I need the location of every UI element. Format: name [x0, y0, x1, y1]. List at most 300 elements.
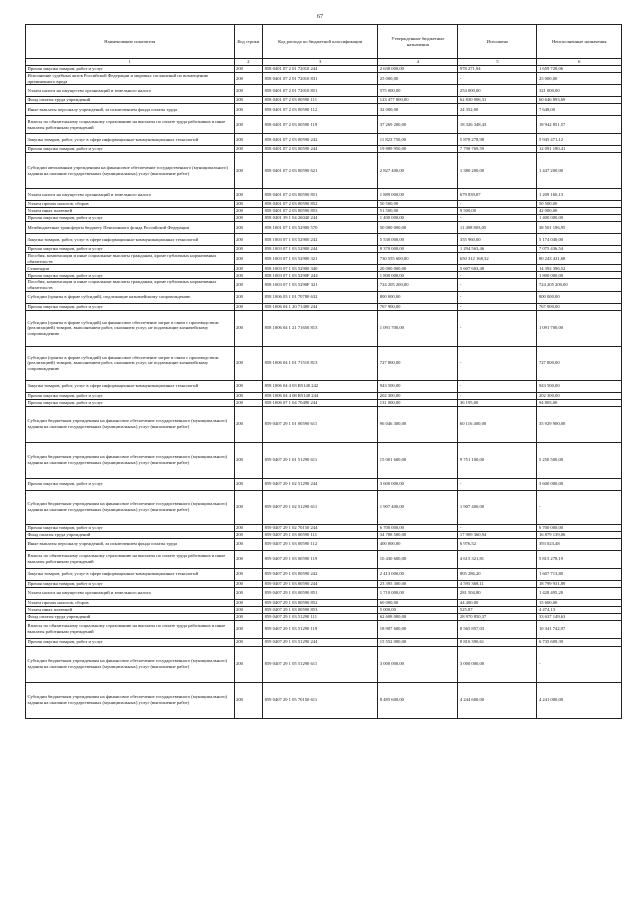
column-number: 2: [234, 59, 263, 66]
table-row: [26, 104, 622, 116]
table-row: [26, 253, 622, 265]
column-number: 4: [378, 59, 458, 66]
row-unexecuted: 33 637 149,63: [537, 613, 622, 620]
row-line-code: 200: [234, 442, 263, 478]
row-unexecuted: 800 000,00: [537, 291, 622, 303]
row-name: Стипендии: [26, 265, 235, 272]
row-name: Прочая закупка товаров, работ и услуг: [26, 303, 235, 310]
table-row: [26, 399, 622, 406]
row-approved: 15 001 600,00: [378, 442, 458, 478]
row-executed: 9 500,00: [458, 208, 537, 215]
column-number-row: [26, 59, 622, 66]
row-approved: 32 000,00: [378, 104, 458, 116]
row-line-code: 200: [234, 265, 263, 272]
row-executed: -: [458, 291, 537, 303]
row-line-code: 200: [234, 613, 263, 620]
table-row: [26, 85, 622, 97]
row-approved: 62 608 000,00: [378, 613, 458, 620]
row-unexecuted: 5 815 278,19: [537, 550, 622, 568]
row-name: Субсидии автономным учреждениям на финансовое обеспечение государственного (муниципального) задания на оказание государственных (муниципальных) услуг (выполнение работ): [26, 153, 235, 189]
table-row: [26, 568, 622, 580]
table-row: [26, 490, 622, 524]
row-executed: 355 960,00: [458, 234, 537, 246]
row-executed: 1 907 400,00: [458, 490, 537, 524]
row-budget-code: 858 0401 39 1 04 26040 244: [263, 215, 378, 222]
row-executed: 679 839,87: [458, 189, 537, 201]
row-approved: 34 788 500,00: [378, 531, 458, 538]
row-budget-code: 859 0407 29 1 03 00590 853: [263, 606, 378, 613]
row-unexecuted: 42 000,00: [537, 208, 622, 215]
row-executed: 8 565 857,03: [458, 620, 537, 638]
row-approved: 15 552 000,00: [378, 638, 458, 646]
row-approved: 2 638 000,00: [378, 66, 458, 73]
row-unexecuted: 35 929 900,00: [537, 406, 622, 442]
row-approved: 10 430 600,00: [378, 550, 458, 568]
table-row: [26, 303, 622, 310]
row-executed: -: [458, 524, 537, 531]
table-row: [26, 222, 622, 234]
row-name: Прочая закупка товаров, работ и услуг: [26, 638, 235, 646]
row-line-code: 200: [234, 490, 263, 524]
row-line-code: 200: [234, 291, 263, 303]
row-budget-code: 859 0407 29 1 03 00590 851: [263, 587, 378, 599]
table-body: [26, 66, 622, 719]
row-unexecuted: 202 300,00: [537, 392, 622, 399]
table-row: [26, 524, 622, 531]
table-row: [26, 310, 622, 346]
row-unexecuted: 7 075 436,54: [537, 246, 622, 253]
row-unexecuted: 38 501 196,95: [537, 222, 622, 234]
row-line-code: 200: [234, 587, 263, 599]
table-row: [26, 265, 622, 272]
row-budget-code: 859 0407 29 1 01 51290 611: [263, 442, 378, 478]
row-unexecuted: 5 250 500,00: [537, 442, 622, 478]
row-budget-code: 858 0401 07 2 03 00590 119: [263, 116, 378, 134]
row-line-code: 200: [234, 580, 263, 587]
row-line-code: 200: [234, 279, 263, 291]
row-approved: 767 900,00: [378, 303, 458, 310]
row-line-code: 200: [234, 85, 263, 97]
row-line-code: 200: [234, 620, 263, 638]
row-unexecuted: 16 879 139,06: [537, 531, 622, 538]
row-budget-code: 859 0407 29 1 05 51290 611: [263, 646, 378, 682]
row-unexecuted: 1 428 495,20: [537, 587, 622, 599]
row-approved: 19 889 950,00: [378, 146, 458, 153]
row-unexecuted: 6 735 609,39: [537, 638, 622, 646]
row-line-code: 200: [234, 201, 263, 208]
row-approved: 123 477 800,00: [378, 97, 458, 104]
row-approved: 20 000 000,00: [378, 265, 458, 272]
row-executed: 6 976,52: [458, 538, 537, 550]
row-name: Фонд оплаты труда учреждений: [26, 613, 235, 620]
row-budget-code: 858 0401 07 2 03 00590 242: [263, 134, 378, 146]
row-executed: 805 286,20: [458, 568, 537, 580]
row-name: Иные выплаты персоналу учреждений, за исключением фонда оплаты труда: [26, 104, 235, 116]
row-budget-code: 858 1006 04 1 21 71650 813: [263, 310, 378, 346]
row-budget-code: 859 0407 29 1 03 51290 244: [263, 638, 378, 646]
row-approved: 202 300,00: [378, 392, 458, 399]
row-name: Субсидии (гранты в форме субсидий) на финансовое обеспечение затрат в связи с производством (реализацией) товаров, выполнением работ, оказанием услуг, не подлежащие казначейскому сопровождению: [26, 346, 235, 380]
row-line-code: 200: [234, 399, 263, 406]
row-name: Уплата налога на имущество организаций и земельного налога: [26, 85, 235, 97]
row-approved: 800 000,00: [378, 291, 458, 303]
row-budget-code: 858 1006 04 1 01 71510 813: [263, 346, 378, 380]
table-row: [26, 380, 622, 392]
row-executed: 28 970 850,37: [458, 613, 537, 620]
row-unexecuted: 1 659 728,06: [537, 66, 622, 73]
row-name: Взносы по обязательному социальному страхованию на выплаты по оплате труда работников и иные выплаты работникам учреждений: [26, 116, 235, 134]
row-unexecuted: 80 243 431,68: [537, 253, 622, 265]
row-budget-code: 859 0407 29 1 03 00590 244: [263, 580, 378, 587]
row-line-code: 200: [234, 272, 263, 279]
row-line-code: 200: [234, 116, 263, 134]
table-row: [26, 201, 622, 208]
row-name: Прочая закупка товаров, работ и услуг: [26, 580, 235, 587]
row-line-code: 200: [234, 638, 263, 646]
row-line-code: 200: [234, 478, 263, 490]
row-executed: -: [458, 215, 537, 222]
row-approved: 6 700 000,00: [378, 524, 458, 531]
row-budget-code: 859 0407 29 1 03 00590 111: [263, 531, 378, 538]
row-line-code: 200: [234, 310, 263, 346]
row-budget-code: 858 1003 07 1 03 5290F 244: [263, 272, 378, 279]
row-budget-code: 858 1006 04 4 08 R5140 244: [263, 392, 378, 399]
row-approved: 3 000 000,00: [378, 646, 458, 682]
table-row: [26, 208, 622, 215]
page-number: 67: [317, 14, 323, 20]
row-unexecuted: 7 648,00: [537, 104, 622, 116]
table-row: [26, 272, 622, 279]
row-unexecuted: 18 942 851,57: [537, 116, 622, 134]
row-name: Прочая закупка товаров, работ и услуг: [26, 399, 235, 406]
row-line-code: 200: [234, 538, 263, 550]
row-budget-code: 858 0401 07 2 03 00590 621: [263, 153, 378, 189]
row-approved: 2 827 400,00: [378, 153, 458, 189]
row-budget-code: 858 1003 07 1 03 52900 321: [263, 253, 378, 265]
row-line-code: 200: [234, 606, 263, 613]
row-unexecuted: 5 174 040,00: [537, 234, 622, 246]
row-name: Исполнение судебных актов Российской Федерации и мировых соглашений по возмещению причиненного вреда: [26, 73, 235, 85]
row-unexecuted: 321 000,00: [537, 85, 622, 97]
row-budget-code: 858 0401 07 2 03 00590 111: [263, 97, 378, 104]
row-approved: 730 555 600,00: [378, 253, 458, 265]
row-unexecuted: 5 945 471,12: [537, 134, 622, 146]
row-unexecuted: 1 447 200,00: [537, 153, 622, 189]
row-unexecuted: 3 600 000,00: [537, 478, 622, 490]
row-line-code: 200: [234, 568, 263, 580]
row-name: Уплата прочих налогов, сборов: [26, 599, 235, 606]
row-executed: 9 751 100,00: [458, 442, 537, 478]
column-number: 6: [537, 59, 622, 66]
row-executed: 4 615 321,81: [458, 550, 537, 568]
row-name: Субсидии бюджетным учреждениям на финансовое обеспечение государственного (муниципального) задания на оказание государственных (муниципальных) услуг (выполнение работ): [26, 646, 235, 682]
row-budget-code: 858 1001 07 1 03 52900 570: [263, 222, 378, 234]
table-row: [26, 606, 622, 613]
row-budget-code: 859 0407 29 1 01 00590 611: [263, 406, 378, 442]
row-executed: -: [458, 346, 537, 380]
row-line-code: 200: [234, 215, 263, 222]
row-executed: 5 607 603,48: [458, 265, 537, 272]
row-executed: 36 195,00: [458, 399, 537, 406]
table-row: [26, 646, 622, 682]
row-line-code: 200: [234, 146, 263, 153]
header-budget-code: Код расхода по бюджетной классификации: [263, 25, 378, 59]
row-line-code: 200: [234, 73, 263, 85]
row-line-code: 200: [234, 134, 263, 146]
row-executed: -: [458, 392, 537, 399]
column-number: 5: [458, 59, 537, 66]
row-name: Уплата иных платежей: [26, 606, 235, 613]
table-row: [26, 73, 622, 85]
row-executed: 978 271,94: [458, 66, 537, 73]
row-executed: -: [458, 380, 537, 392]
row-name: Прочая закупка товаров, работ и услуг: [26, 246, 235, 253]
row-executed: 1 294 563,46: [458, 246, 537, 253]
row-budget-code: 859 0407 29 1 03 00590 112: [263, 538, 378, 550]
row-line-code: 200: [234, 104, 263, 116]
row-approved: 5 530 000,00: [378, 234, 458, 246]
row-name: Субсидии бюджетным учреждениям на финансовое обеспечение государственного (муниципального) задания на оказание государственных (муниципальных) услуг (выполнение работ): [26, 490, 235, 524]
row-name: Закупка товаров, работ, услуг в сфере информационно-коммуникационных технологий: [26, 134, 235, 146]
table-row: [26, 550, 622, 568]
row-budget-code: 859 0407 29 1 05 70150 611: [263, 682, 378, 718]
table-row: [26, 134, 622, 146]
row-unexecuted: 94 805,00: [537, 399, 622, 406]
row-name: Уплата налога на имущество организаций и земельного налога: [26, 587, 235, 599]
table-row: [26, 613, 622, 620]
row-line-code: 200: [234, 646, 263, 682]
row-budget-code: 858 1003 07 1 03 5290F 321: [263, 279, 378, 291]
row-unexecuted: 1 607 713,80: [537, 568, 622, 580]
row-name: Прочая закупка товаров, работ и услуг: [26, 66, 235, 73]
row-line-code: 200: [234, 66, 263, 73]
row-executed: 4 244 600,00: [458, 682, 537, 718]
table-row: [26, 153, 622, 189]
row-budget-code: 858 1006 03 1 01 70780 632: [263, 291, 378, 303]
row-name: Взносы по обязательному социальному страхованию на выплаты по оплате труда работников и иные выплаты работникам учреждений: [26, 620, 235, 638]
row-line-code: 200: [234, 524, 263, 531]
row-line-code: 200: [234, 222, 263, 234]
row-line-code: 200: [234, 97, 263, 104]
table-row: [26, 580, 622, 587]
row-budget-code: 858 0401 07 2 03 00590 852: [263, 201, 378, 208]
row-approved: 3 600 000,00: [378, 478, 458, 490]
table-row: [26, 66, 622, 73]
row-name: Взносы по обязательному социальному страхованию на выплаты по оплате труда работников и иные выплаты работникам учреждений: [26, 550, 235, 568]
row-approved: 8 485 600,00: [378, 682, 458, 718]
row-unexecuted: 724 205 200,00: [537, 279, 622, 291]
row-budget-code: 858 0401 07 2 03 00590 244: [263, 146, 378, 153]
row-executed: -: [458, 73, 537, 85]
table-row: [26, 246, 622, 253]
row-approved: 1 091 700,00: [378, 310, 458, 346]
row-name: Уплата налога на имущество организаций и земельного налога: [26, 189, 235, 201]
header-row: [26, 25, 622, 59]
row-unexecuted: -: [537, 490, 622, 524]
row-executed: 44 400,00: [458, 599, 537, 606]
row-executed: 11 498 803,05: [458, 222, 537, 234]
row-approved: 50 500,00: [378, 201, 458, 208]
row-line-code: 200: [234, 406, 263, 442]
row-budget-code: 858 0401 07 2 03 00590 112: [263, 104, 378, 116]
row-budget-code: 858 1003 07 1 03 52900 244: [263, 246, 378, 253]
row-budget-code: 858 1006 07 1 04 70490 244: [263, 399, 378, 406]
row-budget-code: 859 0407 29 1 02 51290 244: [263, 478, 378, 490]
row-name: Фонд оплаты труда учреждений: [26, 97, 235, 104]
table-row: [26, 189, 622, 201]
table-row: [26, 538, 622, 550]
table-row: [26, 478, 622, 490]
row-executed: 24 352,00: [458, 104, 537, 116]
row-approved: 1 400 000,00: [378, 215, 458, 222]
row-name: Субсидии бюджетным учреждениям на финансовое обеспечение государственного (муниципального) задания на оказание государственных (муниципальных) услуг (выполнение работ): [26, 682, 235, 718]
row-budget-code: 859 0407 29 1 03 00590 119: [263, 550, 378, 568]
row-executed: 8 816 390,61: [458, 638, 537, 646]
row-unexecuted: 60 646 893,69: [537, 97, 622, 104]
row-executed: 62 830 906,31: [458, 97, 537, 104]
table-row: [26, 406, 622, 442]
row-approved: 37 269 200,00: [378, 116, 458, 134]
row-unexecuted: 4 474,13: [537, 606, 622, 613]
row-budget-code: 858 0401 07 2 03 00590 851: [263, 189, 378, 201]
row-name: Уплата прочих налогов, сборов: [26, 201, 235, 208]
row-name: Прочая закупка товаров, работ и услуг: [26, 272, 235, 279]
row-budget-code: 858 1003 07 1 03 52900 242: [263, 234, 378, 246]
row-approved: 400 000,00: [378, 538, 458, 550]
row-unexecuted: 10 341 742,97: [537, 620, 622, 638]
table-row: [26, 531, 622, 538]
row-name: Субсидии бюджетным учреждениям на финансовое обеспечение государственного (муниципального) задания на оказание государственных (муниципальных) услуг (выполнение работ): [26, 442, 235, 478]
header-unexecuted: Неисполненные назначения: [537, 25, 622, 59]
row-approved: 25 000,00: [378, 73, 458, 85]
row-budget-code: 859 0407 29 1 03 51290 119: [263, 620, 378, 638]
row-name: Закупка товаров, работ, услуг в сфере информационно-коммуникационных технологий: [26, 568, 235, 580]
column-number: 1: [26, 59, 235, 66]
table-row: [26, 599, 622, 606]
table-row: [26, 442, 622, 478]
row-approved: 1 889 000,00: [378, 189, 458, 201]
table-row: [26, 346, 622, 380]
row-executed: -: [458, 303, 537, 310]
row-unexecuted: 943 500,00: [537, 380, 622, 392]
row-line-code: 200: [234, 531, 263, 538]
row-line-code: 200: [234, 599, 263, 606]
row-name: Прочая закупка товаров, работ и услуг: [26, 146, 235, 153]
row-name: Пособия, компенсации и иные социальные выплаты гражданам, кроме публичных нормативных обязательств: [26, 253, 235, 265]
row-executed: 17 909 360,94: [458, 531, 537, 538]
row-unexecuted: 393 023,48: [537, 538, 622, 550]
column-number: 3: [263, 59, 378, 66]
row-executed: -: [458, 201, 537, 208]
table-row: [26, 638, 622, 646]
row-line-code: 200: [234, 380, 263, 392]
row-executed: 3 000 000,00: [458, 646, 537, 682]
row-name: Субсидии (гранты в форме субсидий) на финансовое обеспечение затрат в связи с производством (реализацией) товаров, выполнением работ, оказанием услуг, не подлежащие казначейскому сопровождению: [26, 310, 235, 346]
row-executed: 4 595 368,11: [458, 580, 537, 587]
row-executed: 18 326 348,43: [458, 116, 537, 134]
row-unexecuted: 15 600,00: [537, 599, 622, 606]
row-executed: 254 000,00: [458, 85, 537, 97]
row-budget-code: 859 0407 29 1 02 70150 244: [263, 524, 378, 531]
row-line-code: 200: [234, 346, 263, 380]
row-line-code: 200: [234, 550, 263, 568]
row-name: Закупка товаров, работ, услуг в сфере информационно-коммуникационных технологий: [26, 234, 235, 246]
row-unexecuted: 12 091 180,41: [537, 146, 622, 153]
row-name: Прочая закупка товаров, работ и услуг: [26, 392, 235, 399]
row-approved: 96 046 300,00: [378, 406, 458, 442]
header-executed: Исполнено: [458, 25, 537, 59]
row-budget-code: 858 0401 07 2 01 72010 831: [263, 73, 378, 85]
row-budget-code: 859 0407 29 1 03 00590 852: [263, 599, 378, 606]
row-executed: 1 380 200,00: [458, 153, 537, 189]
row-line-code: 200: [234, 208, 263, 215]
row-unexecuted: 4 241 000,00: [537, 682, 622, 718]
row-line-code: 200: [234, 253, 263, 265]
table-row: [26, 620, 622, 638]
row-executed: -: [458, 279, 537, 291]
row-approved: 727 800,00: [378, 346, 458, 380]
row-line-code: 200: [234, 303, 263, 310]
row-approved: 50 000 000,00: [378, 222, 458, 234]
row-unexecuted: 18 799 931,89: [537, 580, 622, 587]
table-row: [26, 97, 622, 104]
row-approved: 724 205 200,00: [378, 279, 458, 291]
table-row: [26, 682, 622, 718]
row-approved: 51 500,00: [378, 208, 458, 215]
table-row: [26, 215, 622, 222]
row-approved: 23 395 300,00: [378, 580, 458, 587]
row-unexecuted: 727 800,00: [537, 346, 622, 380]
row-budget-code: 858 1006 04 4 03 R5140 242: [263, 380, 378, 392]
header-approved: Утвержденные бюджетные назначения: [378, 25, 458, 59]
row-executed: 7 798 769,59: [458, 146, 537, 153]
row-unexecuted: 6 700 000,00: [537, 524, 622, 531]
row-executed: 650 312 168,32: [458, 253, 537, 265]
table-row: [26, 234, 622, 246]
row-name: Межбюджетные трансферты бюджету Пенсионного фонда Российской Федерации: [26, 222, 235, 234]
row-unexecuted: 1 209 160,13: [537, 189, 622, 201]
row-approved: 943 500,00: [378, 380, 458, 392]
row-unexecuted: 1 800 000,00: [537, 272, 622, 279]
row-executed: 525,87: [458, 606, 537, 613]
row-name: Прочая закупка товаров, работ и услуг: [26, 215, 235, 222]
row-name: Закупка товаров, работ, услуг в сфере информационно-коммуникационных технологий: [26, 380, 235, 392]
row-executed: -: [458, 310, 537, 346]
row-approved: 1 907 400,00: [378, 490, 458, 524]
row-approved: 575 000,00: [378, 85, 458, 97]
table-row: [26, 146, 622, 153]
table-row: [26, 291, 622, 303]
row-budget-code: 859 0407 29 1 03 00590 242: [263, 568, 378, 580]
row-name: Субсидии (гранты в форме субсидий), подлежащие казначейскому сопровождению: [26, 291, 235, 303]
row-executed: -: [458, 272, 537, 279]
row-approved: 131 000,00: [378, 399, 458, 406]
row-name: Прочая закупка товаров, работ и услуг: [26, 478, 235, 490]
row-line-code: 200: [234, 246, 263, 253]
row-executed: 5 878 278,98: [458, 134, 537, 146]
row-unexecuted: -: [537, 646, 622, 682]
row-unexecuted: 1 400 000,00: [537, 215, 622, 222]
row-approved: 1 800 000,00: [378, 272, 458, 279]
table-row: [26, 392, 622, 399]
row-executed: -: [458, 478, 537, 490]
row-line-code: 200: [234, 392, 263, 399]
row-budget-code: 858 0401 07 2 03 00590 853: [263, 208, 378, 215]
row-budget-code: 858 1003 07 1 03 52900 340: [263, 265, 378, 272]
row-executed: 281 504,80: [458, 587, 537, 599]
row-name: Уплата иных платежей: [26, 208, 235, 215]
row-unexecuted: 50 500,00: [537, 201, 622, 208]
